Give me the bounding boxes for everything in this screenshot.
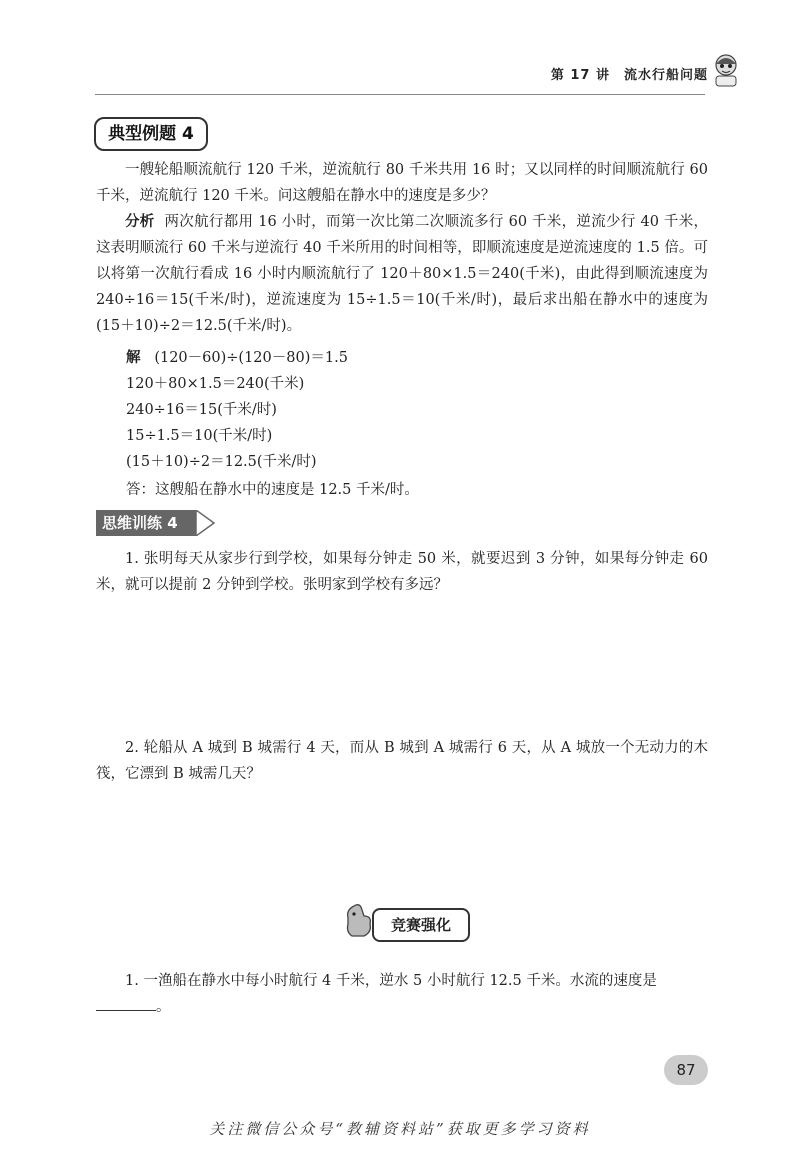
lecture-topic: 流水行船问题 [623, 68, 708, 83]
training-question-1: 1. 张明每天从家步行到学校，如果每分钟走 50 米，就要迟到 3 分钟，如果每分钟走 60 米，就可以提前 2 分钟到学校。张明家到学校有多远？ [96, 551, 708, 593]
lecture-number: 第 17 讲 [550, 68, 610, 83]
solution-line: 解 (120－60)÷(120－80)＝1.5 [126, 350, 348, 366]
page-number: 87 [664, 1055, 708, 1085]
solution-line: (15＋10)÷2＝12.5(千米/时) [126, 454, 317, 470]
answer-line: 答：这艘船在静水中的速度是 12.5 千米/时。 [126, 482, 419, 498]
answer-blank[interactable] [96, 996, 156, 1011]
mascot-icon [710, 52, 742, 88]
tag-arrow-icon [196, 510, 216, 536]
example-question: 一艘轮船顺流航行 120 千米，逆流航行 80 千米共用 16 时；又以同样的时间顺流航行 60 千米，逆流航行 120 千米。问这艘船在静水中的速度是多少？ [96, 162, 708, 204]
solution-line: 240÷16＝15(千米/时) [126, 402, 277, 418]
training-question-2: 2. 轮船从 A 城到 B 城需行 4 天，而从 B 城到 A 城需行 6 天，从 A 城放一个无动力的木筏，它漂到 B 城需几天？ [96, 740, 708, 782]
solution-line: 120＋80×1.5＝240(千米) [126, 376, 305, 392]
analysis-label: 分析 [125, 214, 155, 230]
competition-title: 竞赛强化 [372, 908, 470, 942]
analysis-text: 两次航行都用 16 小时，而第一次比第二次顺流多行 60 千米，逆流少行 40 千米，这表明顺流行 60 千米与逆流行 40 千米所用的时间相等，即顺流速度是逆流速度的 1.5 倍。可以将第一次航行看成 16 小时内顺流航行了 120＋80×1.5＝240(千米)，由此得到顺流速度为 240÷16＝15(千米/时)，逆流速度为 15÷1.5＝10(千米/时)，最后求出船在静水中的速度为 (15＋10)÷2＝12.5(千米/时)。 [96, 214, 709, 334]
example-analysis [96, 209, 708, 339]
footer-note: 关注微信公众号“教辅资料站”获取更多学习资料 [209, 1120, 591, 1138]
example-title: 典型例题 4 [94, 117, 208, 151]
competition-question-1: 1. 一渔船在静水中每小时航行 4 千米，逆水 5 小时航行 12.5 千米。水流的速度是 。 [96, 968, 708, 1020]
training-title: 思维训练 4 [96, 510, 196, 536]
header-rule [95, 94, 705, 95]
thumbs-up-icon [342, 900, 376, 940]
running-header [551, 64, 708, 83]
solution-label: 解 [126, 350, 141, 366]
solution-line: 15÷1.5＝10(千米/时) [126, 428, 273, 444]
